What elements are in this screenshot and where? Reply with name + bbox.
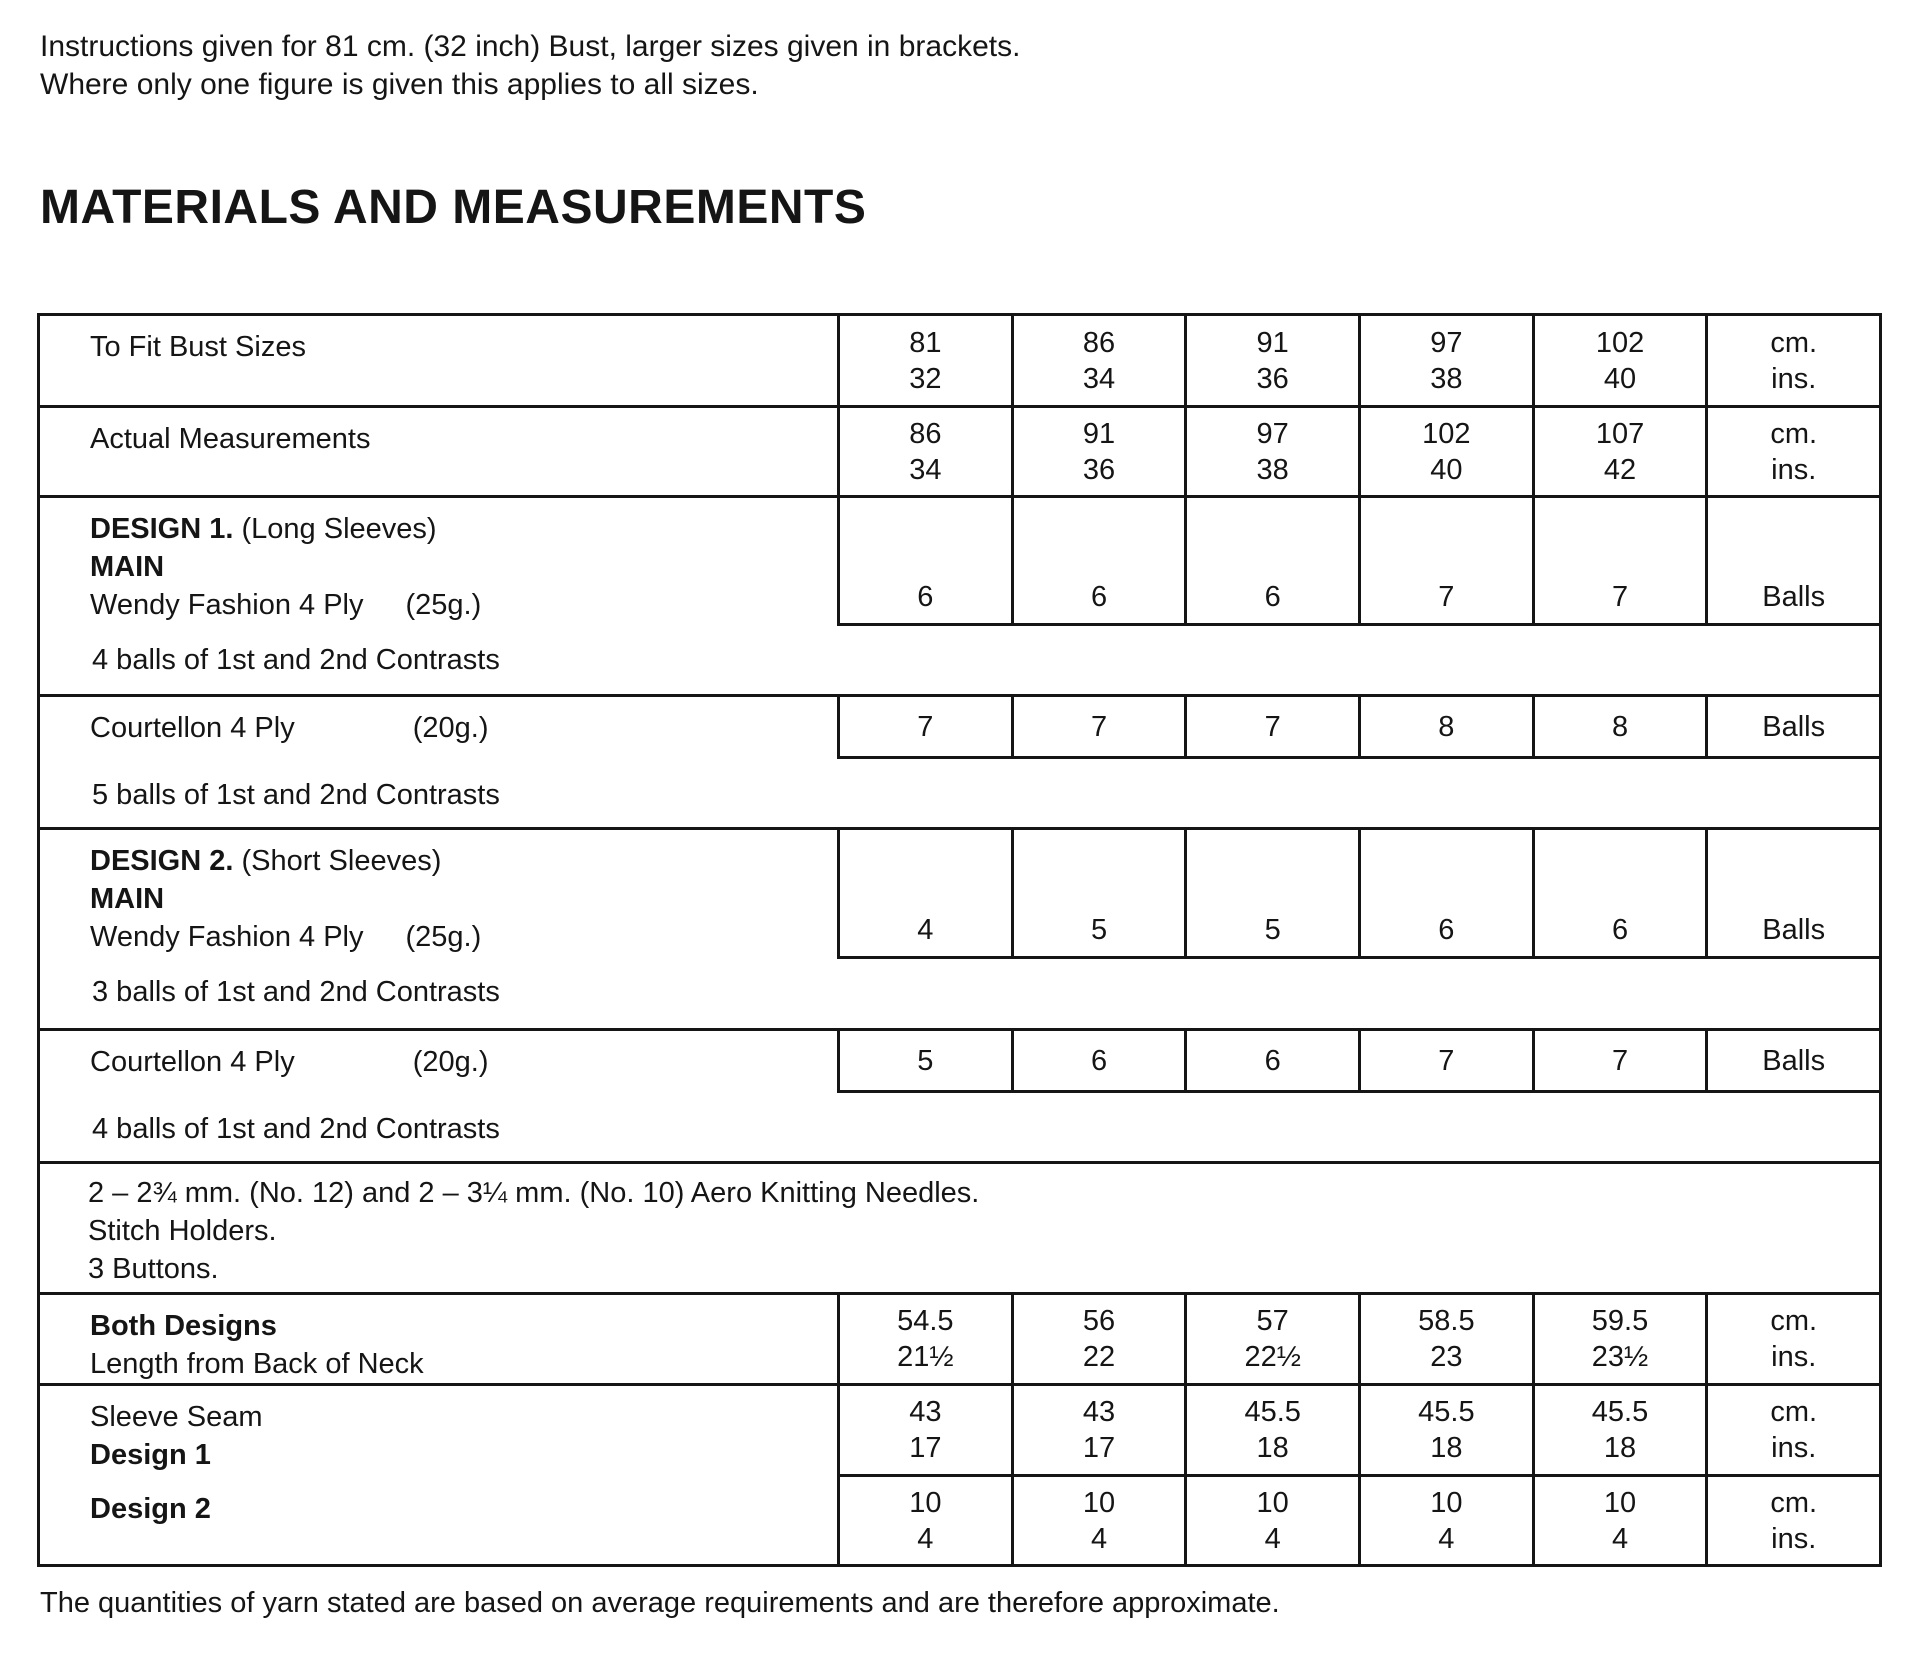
balls-cell: 6	[1014, 1031, 1188, 1090]
sleeve-cell: 43 17	[1014, 1386, 1188, 1474]
design2-main: MAIN	[90, 883, 165, 915]
balls-cell: 7	[1535, 498, 1709, 623]
design1-court-contrast: 5 balls of 1st and 2nd Contrasts	[92, 779, 500, 811]
needles-text	[88, 1174, 979, 1288]
sleeve-cell: 45.5 18	[1187, 1386, 1361, 1474]
design2-title: DESIGN 2.	[90, 845, 234, 877]
actual-cell: 97 38	[1187, 408, 1361, 495]
balls-cell: 5	[1014, 830, 1188, 956]
design2-wendy-values	[837, 830, 1879, 959]
design1-sleeves: (Long Sleeves)	[241, 513, 437, 545]
unit-cell: Balls	[1762, 581, 1826, 613]
sleeve-design1-label: Design 1	[90, 1439, 211, 1471]
balls-cell: 7	[840, 697, 1014, 756]
design1-wendy-values	[837, 498, 1879, 626]
design2-court-values	[837, 1031, 1879, 1093]
balls-cell: 7	[1187, 697, 1361, 756]
design2-courtellon-label	[90, 1043, 488, 1081]
design1-wendy-weight: (25g.)	[405, 589, 482, 621]
balls-cell: 6	[840, 498, 1014, 623]
balls-cell: 6	[1014, 498, 1188, 623]
sleeve-cell: 10 4	[840, 1477, 1014, 1564]
row-design2-wendy	[40, 830, 1879, 1031]
unit-cell: cm. ins.	[1770, 1396, 1818, 1464]
balls-cell: 5	[1187, 830, 1361, 956]
design2-wendy-weight: (25g.)	[405, 921, 482, 953]
bust-cell: 97 38	[1361, 316, 1535, 405]
length-cell: 59.5 23½	[1535, 1295, 1709, 1383]
sleeve-cell: 10 4	[1361, 1477, 1535, 1564]
sleeve-design1-values	[837, 1386, 1879, 1474]
balls-cell: 8	[1361, 697, 1535, 756]
row-design1-courtellon	[40, 697, 1879, 830]
row-actual-measurements	[40, 408, 1879, 498]
intro-text	[40, 28, 1020, 104]
design2-court-yarn: Courtellon 4 Ply	[90, 1046, 295, 1078]
balls-cell: 6	[1361, 830, 1535, 956]
length-label	[90, 1307, 424, 1383]
needles-line-2: Stitch Holders.	[88, 1215, 277, 1247]
materials-table	[37, 313, 1882, 1567]
design2-court-contrast: 4 balls of 1st and 2nd Contrasts	[92, 1113, 500, 1145]
actual-cell: 91 36	[1014, 408, 1188, 495]
bust-sizes-label: To Fit Bust Sizes	[90, 331, 306, 363]
balls-cell: 6	[1187, 1031, 1361, 1090]
actual-measurements-label: Actual Measurements	[90, 423, 371, 455]
bust-cell: 102 40	[1535, 316, 1709, 405]
row-bust-sizes	[40, 316, 1879, 408]
sleeve-design2-values	[837, 1474, 1879, 1564]
unit-cell: Balls	[1762, 914, 1826, 946]
sleeve-seam-label	[90, 1398, 263, 1528]
sleeve-cell: 10 4	[1535, 1477, 1709, 1564]
length-cell: 54.5 21½	[840, 1295, 1014, 1383]
balls-cell: 7	[1361, 498, 1535, 623]
sleeve-cell: 10 4	[1187, 1477, 1361, 1564]
unit-cell: cm. ins.	[1770, 326, 1818, 395]
bust-sizes-values	[837, 316, 1879, 405]
bust-cell: 91 36	[1187, 316, 1361, 405]
row-needles	[40, 1164, 1879, 1295]
design2-wendy-contrast: 3 balls of 1st and 2nd Contrasts	[92, 976, 500, 1008]
sleeve-cell: 10 4	[1014, 1477, 1188, 1564]
balls-cell: 8	[1535, 697, 1709, 756]
intro-line-2: Where only one figure is given this applies to all sizes.	[40, 68, 759, 101]
needles-line-1: 2 – 2¾ mm. (No. 12) and 2 – 3¼ mm. (No. 10) Aero Knitting Needles.	[88, 1177, 980, 1209]
page-title: MATERIALS AND MEASUREMENTS	[40, 181, 867, 234]
design2-sleeves: (Short Sleeves)	[241, 845, 442, 877]
unit-cell: Balls	[1762, 1044, 1826, 1077]
sleeve-cell: 45.5 18	[1361, 1386, 1535, 1474]
row-sleeve-seam	[40, 1386, 1879, 1564]
footer-note: The quantities of yarn stated are based on average requirements and are therefore approximate.	[40, 1587, 1280, 1619]
design1-label	[90, 510, 481, 624]
design1-main: MAIN	[90, 551, 165, 583]
unit-cell: cm. ins.	[1770, 417, 1818, 486]
length-values	[837, 1295, 1879, 1383]
length-cell: 57 22½	[1187, 1295, 1361, 1383]
sleeve-design2-label: Design 2	[90, 1493, 211, 1525]
design1-court-weight: (20g.)	[412, 712, 489, 744]
balls-cell: 4	[840, 830, 1014, 956]
balls-cell: 6	[1187, 498, 1361, 623]
balls-cell: 5	[840, 1031, 1014, 1090]
sleeve-cell: 43 17	[840, 1386, 1014, 1474]
bust-cell: 81 32	[840, 316, 1014, 405]
sleeve-cell: 45.5 18	[1535, 1386, 1709, 1474]
row-length	[40, 1295, 1879, 1386]
row-design2-courtellon	[40, 1031, 1879, 1164]
length-cell: 56 22	[1014, 1295, 1188, 1383]
unit-cell: cm. ins.	[1770, 1305, 1818, 1373]
unit-cell: Balls	[1762, 710, 1826, 743]
actual-measurements-values	[837, 408, 1879, 495]
sleeve-seam-title: Sleeve Seam	[90, 1401, 263, 1433]
actual-cell: 86 34	[840, 408, 1014, 495]
design1-title: DESIGN 1.	[90, 513, 234, 545]
bust-cell: 86 34	[1014, 316, 1188, 405]
design1-court-values	[837, 697, 1879, 759]
length-from-neck-label: Length from Back of Neck	[90, 1348, 424, 1380]
actual-cell: 107 42	[1535, 408, 1709, 495]
balls-cell: 7	[1535, 1031, 1709, 1090]
design1-wendy-yarn: Wendy Fashion 4 Ply	[90, 589, 364, 621]
balls-cell: 7	[1361, 1031, 1535, 1090]
intro-line-1: Instructions given for 81 cm. (32 inch) Bust, larger sizes given in brackets.	[40, 30, 1021, 63]
design2-court-weight: (20g.)	[412, 1046, 489, 1078]
length-cell: 58.5 23	[1361, 1295, 1535, 1383]
design2-wendy-yarn: Wendy Fashion 4 Ply	[90, 921, 364, 953]
row-design1-wendy	[40, 498, 1879, 697]
actual-cell: 102 40	[1361, 408, 1535, 495]
design1-court-yarn: Courtellon 4 Ply	[90, 712, 295, 744]
design2-label	[90, 842, 481, 956]
both-designs-label: Both Designs	[90, 1310, 277, 1342]
design1-courtellon-label	[90, 709, 488, 747]
balls-cell: 7	[1014, 697, 1188, 756]
design1-wendy-contrast: 4 balls of 1st and 2nd Contrasts	[92, 644, 500, 676]
needles-line-3: 3 Buttons.	[88, 1253, 219, 1285]
balls-cell: 6	[1535, 830, 1709, 956]
unit-cell: cm. ins.	[1770, 1486, 1818, 1555]
